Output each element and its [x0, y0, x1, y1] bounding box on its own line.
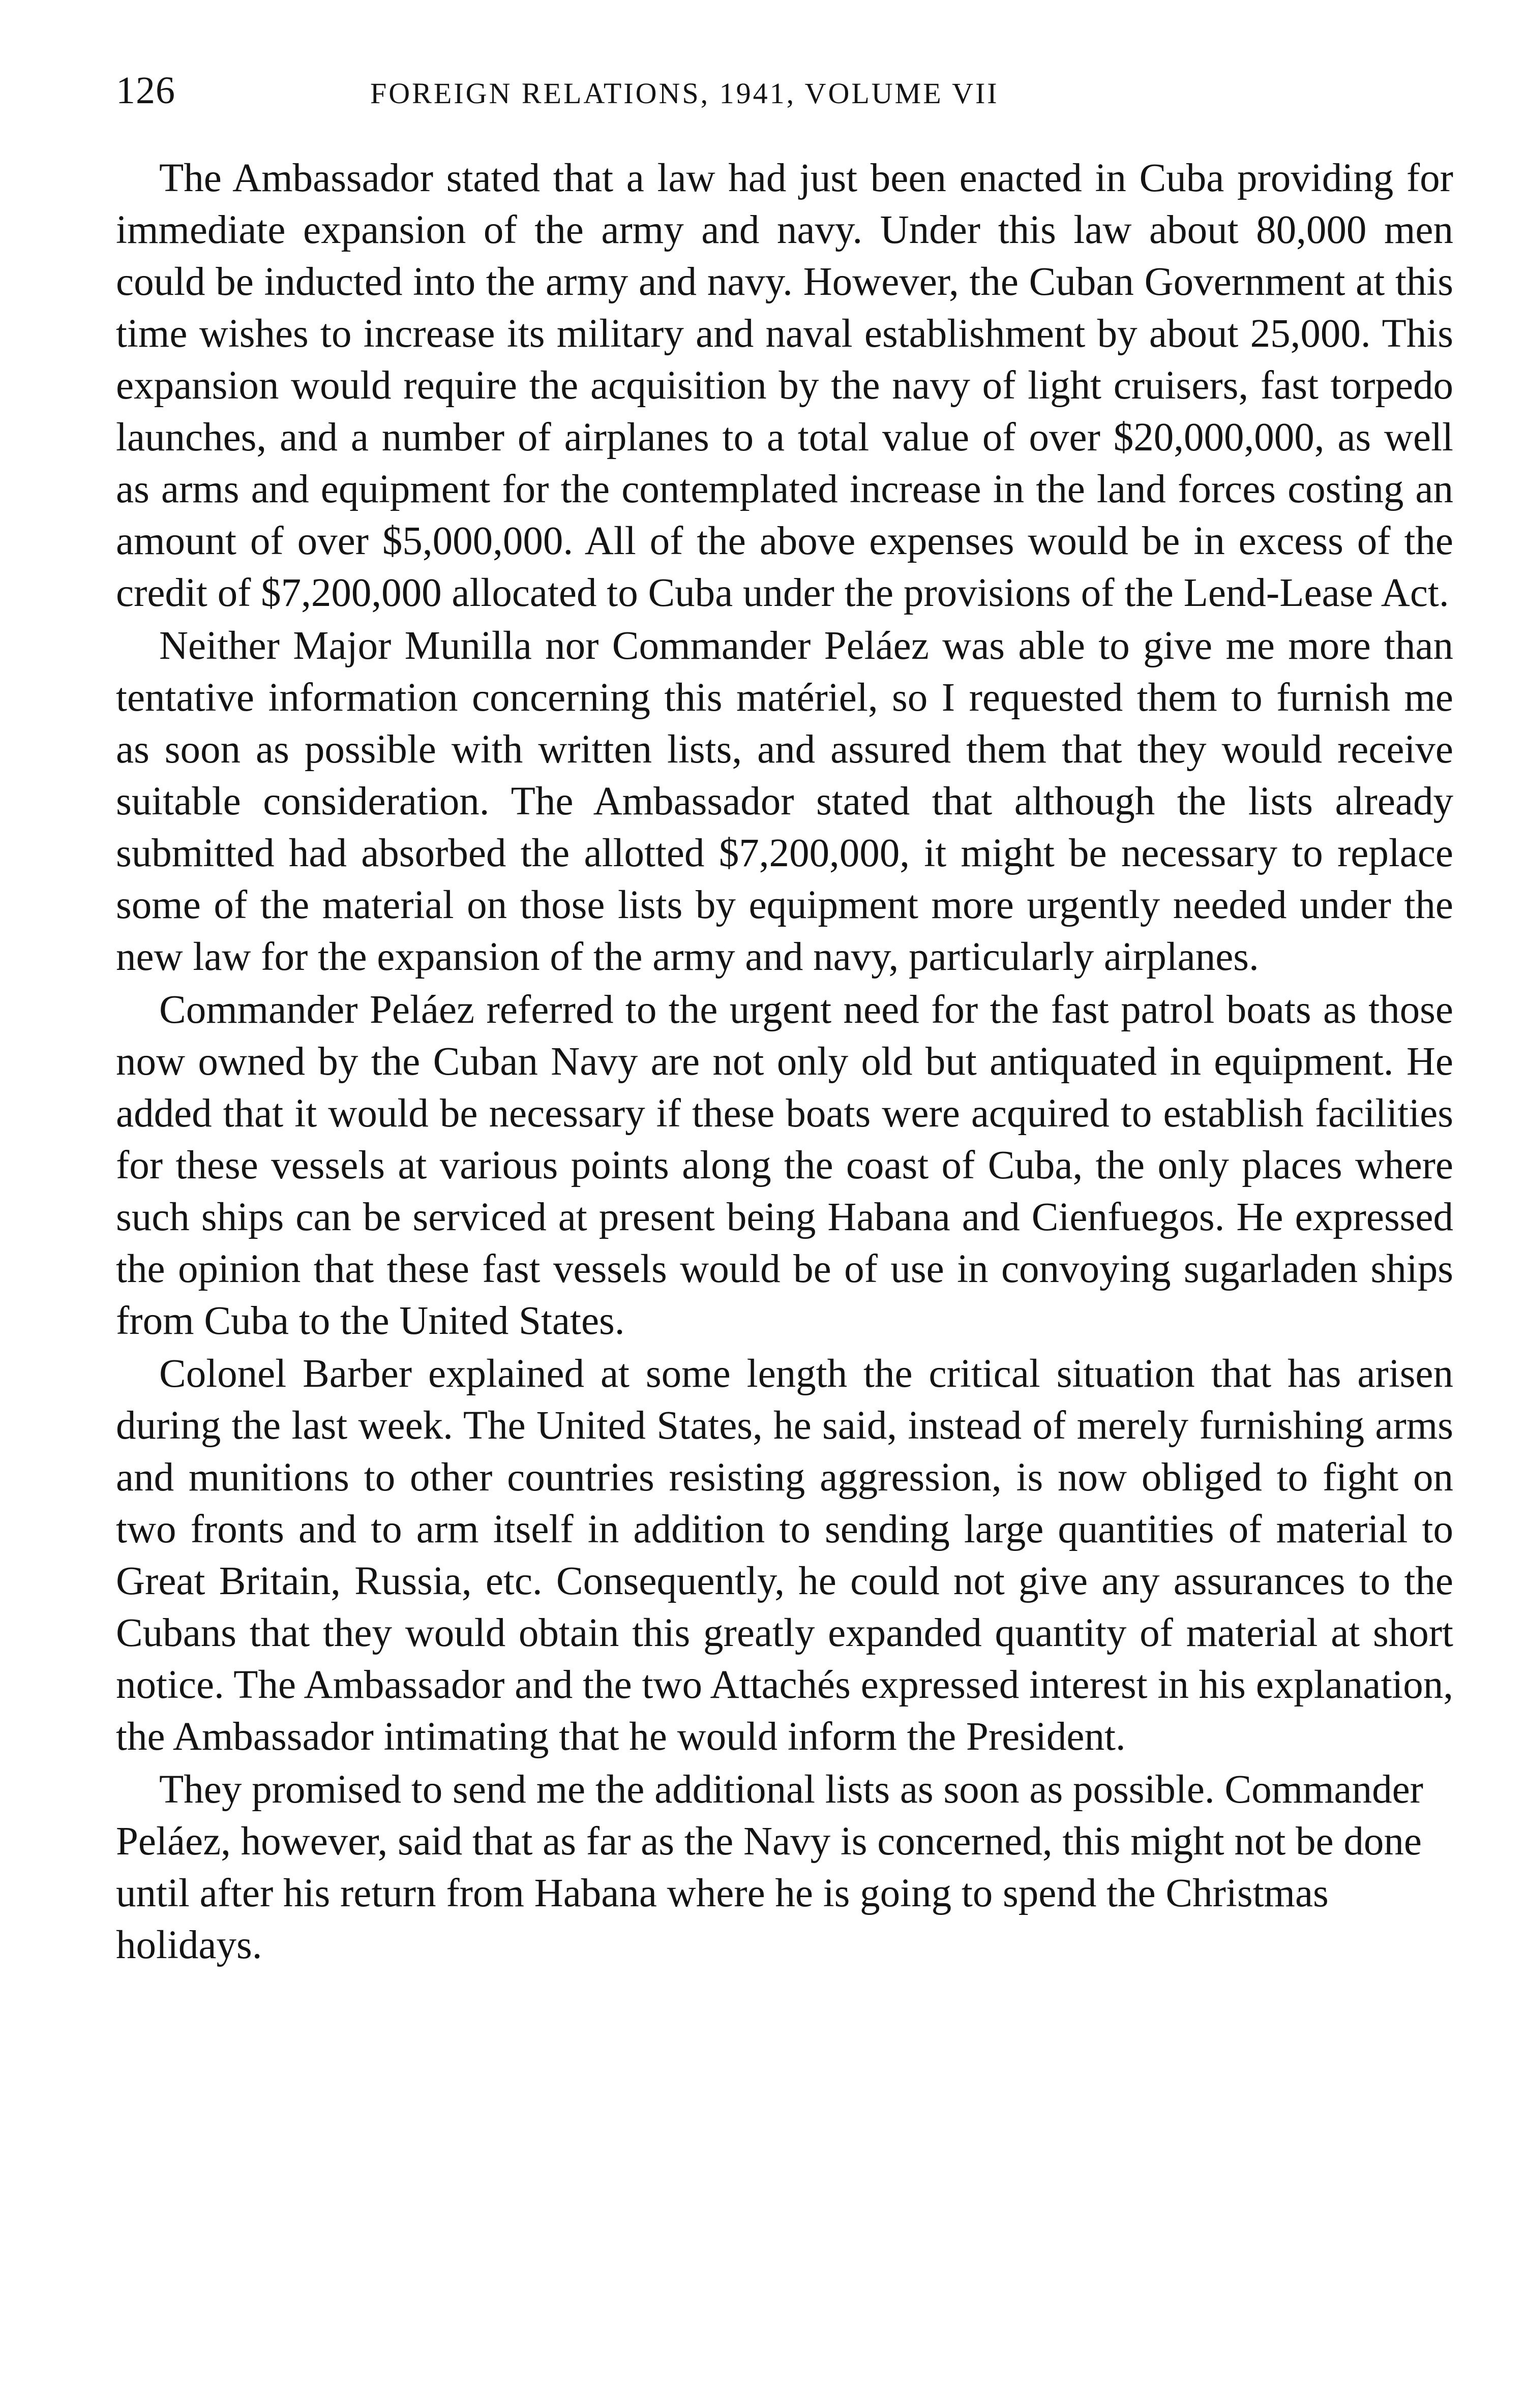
paragraph-colonel-barber: Colonel Barber explained at some length the critical situation that has arisen during the last week. The United States, he said, instead of merely furnishing arms and munitions to other countries resisting aggression, is now obliged to fight on two fronts and to arm itself in addition to sending large quantities of material to Great Britain, Russia, etc. Consequently, he could not give any assurances to the Cubans that they would obtain this greatly expanded quantity of material at short notice. The Ambassador and the two Attachés expressed interest in his explanation, the Ambassador intimating that he would inform the President. — [116, 1352, 1453, 1759]
paragraph-patrol-boats: Commander Peláez referred to the urgent need for the fast patrol boats as those now owned by the Cuban Navy are not only old but antiquated in equipment. He added that it would be necessary if these boats were acquired to establish facilities for these vessels at various points along the coast of Cuba, the only places where such ships can be serviced at present being Habana and Cienfuegos. He expressed the opinion that these fast vessels would be of use in convoying sugarladen ships from Cuba to the United States. — [116, 988, 1453, 1343]
paragraph-materiel-lists: Neither Major Munilla nor Commander Peláez was able to give me more than tentative information concerning this matériel, so I requested them to furnish me as soon as possible with written lists, and assured them that they would receive suitable consideration. The Ambassador stated that although the lists already submitted had absorbed the allotted $7,200,000, it might be necessary to replace some of the material on those lists by equipment more urgently needed under the new law for the expansion of the army and navy, particularly airplanes. — [116, 624, 1453, 979]
page-number: 126 — [116, 69, 175, 112]
paragraph-additional-lists: They promised to send me the additional lists as soon as possible. Commander Peláez, however, said that as far as the Navy is concerned, this might not be done until after his return from Habana where he is going to spend the Christmas holidays. — [116, 1767, 1423, 1967]
paragraph-ambassador-law: The Ambassador stated that a law had just been enacted in Cuba providing for immediate expansion of the army and navy. Under this law about 80,000 men could be inducted into the army and navy. However, the Cuban Government at this time wishes to increase its military and naval establishment by about 25,000. This expansion would require the acquisition by the navy of light cruisers, fast torpedo launches, and a number of airplanes to a total value of over $20,000,000, as well as arms and equipment for the contemplated increase in the land forces costing an amount of over $5,000,000. All of the above expenses would be in excess of the credit of $7,200,000 allocated to Cuba under the provisions of the Lend-Lease Act. — [116, 156, 1453, 615]
page-header — [116, 65, 1443, 116]
body-text — [116, 153, 1453, 1971]
running-title: FOREIGN RELATIONS, 1941, VOLUME VII — [370, 77, 999, 110]
